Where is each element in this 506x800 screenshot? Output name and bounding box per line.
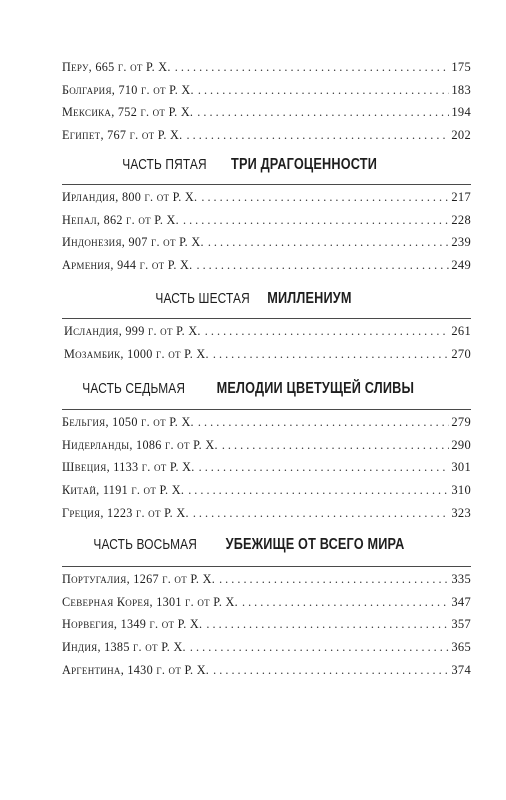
toc-entry[interactable] xyxy=(62,434,471,457)
part-label: ЧАСТЬ ШЕСТАЯ xyxy=(155,291,250,307)
divider-rule xyxy=(62,318,471,319)
toc-entry[interactable] xyxy=(62,124,471,147)
toc-entry[interactable] xyxy=(62,101,471,124)
part-heading-six xyxy=(0,290,506,308)
leader-dots xyxy=(201,186,449,209)
leader-dots xyxy=(242,591,449,614)
part-heading-seven xyxy=(0,380,506,398)
part-heading-five xyxy=(0,156,506,174)
toc-entry[interactable] xyxy=(62,411,471,434)
leader-dots xyxy=(197,101,449,124)
leader-dots xyxy=(175,56,450,79)
toc-entry[interactable] xyxy=(62,343,471,366)
toc-entry-page: 279 xyxy=(451,415,471,429)
toc-entry[interactable] xyxy=(62,502,471,525)
toc-entry-title: Китай, 1191 г. от Р. Х. xyxy=(62,483,185,498)
toc-entry-title: Египет, 767 г. от Р. Х. xyxy=(62,128,183,143)
toc-entry-page: 175 xyxy=(451,60,471,74)
toc-entry-page: 365 xyxy=(451,640,471,655)
part-heading-eight xyxy=(0,536,506,554)
toc-entry[interactable] xyxy=(62,456,471,479)
toc-entry-title: Норвегия, 1349 г. от Р. Х. xyxy=(62,617,203,632)
leader-dots xyxy=(190,636,449,659)
toc-entry-page: 217 xyxy=(451,190,471,204)
leader-dots xyxy=(213,343,449,366)
toc-entry-title: Ирландия, 800 г. от Р. Х. xyxy=(62,190,198,204)
leader-dots xyxy=(198,79,450,102)
toc-entry-page: 194 xyxy=(451,105,471,120)
toc-entry-page: 323 xyxy=(451,505,471,520)
toc-list-part-five xyxy=(62,186,471,277)
divider-rule xyxy=(62,566,471,567)
part-label: ЧАСТЬ СЕДЬМАЯ xyxy=(81,381,185,397)
part-label: ЧАСТЬ ВОСЬМАЯ xyxy=(92,537,197,553)
toc-entry-page: 228 xyxy=(451,212,471,227)
leader-dots xyxy=(187,124,450,147)
leader-dots xyxy=(208,231,450,254)
part-title: ТРИ ДРАГОЦЕННОСТИ xyxy=(230,156,377,173)
toc-entry[interactable] xyxy=(62,613,471,636)
toc-entry-title: Нидерланды, 1086 г. от Р. Х. xyxy=(62,437,218,452)
toc-entry-page: 357 xyxy=(451,617,471,632)
toc-entry-page: 310 xyxy=(451,483,471,498)
toc-entry-title: Греция, 1223 г. от Р. Х. xyxy=(62,505,189,520)
toc-entry-title: Индонезия, 907 г. от Р. Х. xyxy=(62,235,204,250)
toc-entry-page: 202 xyxy=(451,128,471,143)
leader-dots xyxy=(183,209,449,232)
toc-entry-title: Болгария, 710 г. от Р. Х. xyxy=(62,82,194,97)
part-label: ЧАСТЬ ПЯТАЯ xyxy=(122,157,207,173)
toc-entry-page: 261 xyxy=(451,324,471,338)
toc-entry-title: Бельгия, 1050 г. от Р. Х. xyxy=(62,415,194,429)
toc-entry[interactable] xyxy=(62,591,471,614)
toc-entry[interactable] xyxy=(62,209,471,232)
toc-entry-title: Северная Корея, 1301 г. от Р. Х. xyxy=(62,594,238,609)
leader-dots xyxy=(219,568,449,591)
toc-entry-page: 301 xyxy=(451,460,471,475)
toc-entry-title: Аргентина, 1430 г. от Р. Х. xyxy=(62,662,210,677)
part-title: УБЕЖИЩЕ ОТ ВСЕГО МИРА xyxy=(226,536,405,553)
leader-dots xyxy=(205,320,450,343)
toc-list-part-seven xyxy=(62,411,471,524)
toc-entry-title: Индия, 1385 г. от Р. Х. xyxy=(62,640,186,655)
toc-list-part-six xyxy=(62,320,471,365)
leader-dots xyxy=(199,456,450,479)
toc-entry[interactable] xyxy=(62,254,471,277)
leader-dots xyxy=(206,613,449,636)
toc-entry-title: Исландия, 999 г. от Р. Х. xyxy=(64,324,201,338)
toc-entry[interactable] xyxy=(62,636,471,659)
leader-dots xyxy=(188,479,449,502)
toc-entry[interactable] xyxy=(62,479,471,502)
toc-entry-title: Мозамбик, 1000 г. от Р. Х. xyxy=(64,346,209,361)
toc-entry[interactable] xyxy=(62,320,471,343)
toc-entry-title: Армения, 944 г. от Р. Х. xyxy=(62,258,193,273)
toc-entry-page: 249 xyxy=(451,258,471,273)
toc-entry[interactable] xyxy=(62,186,471,209)
toc-entry[interactable] xyxy=(62,79,471,102)
divider-rule xyxy=(62,409,471,410)
toc-entry-title: Перу, 665 г. от Р. Х. xyxy=(62,60,171,74)
toc-entry-page: 239 xyxy=(451,235,471,250)
toc-entry-page: 347 xyxy=(451,594,471,609)
toc-entry[interactable] xyxy=(62,231,471,254)
part-title: МИЛЛЕНИУМ xyxy=(267,290,353,307)
leader-dots xyxy=(213,659,449,682)
toc-entry[interactable] xyxy=(62,568,471,591)
toc-entry-title: Швеция, 1133 г. от Р. Х. xyxy=(62,460,195,475)
toc-entry-page: 290 xyxy=(451,437,471,452)
toc-entry-title: Португалия, 1267 г. от Р. Х. xyxy=(62,572,216,586)
leader-dots xyxy=(222,434,450,457)
toc-entry-page: 374 xyxy=(451,662,471,677)
toc-entry[interactable] xyxy=(62,56,471,79)
leader-dots xyxy=(193,502,450,525)
divider-rule xyxy=(62,184,471,185)
toc-entry-page: 335 xyxy=(451,572,471,586)
toc-entry-title: Мексика, 752 г. от Р. Х. xyxy=(62,105,194,120)
toc-entry-page: 183 xyxy=(451,82,471,97)
toc-entry-title: Непал, 862 г. от Р. Х. xyxy=(62,212,179,227)
toc-list-part-eight xyxy=(62,568,471,681)
part-title: МЕЛОДИИ ЦВЕТУЩЕЙ СЛИВЫ xyxy=(216,380,414,397)
leader-dots xyxy=(198,411,449,434)
leader-dots xyxy=(196,254,449,277)
toc-entry-page: 270 xyxy=(451,346,471,361)
toc-list-continuation xyxy=(62,56,471,147)
toc-entry[interactable] xyxy=(62,659,471,682)
